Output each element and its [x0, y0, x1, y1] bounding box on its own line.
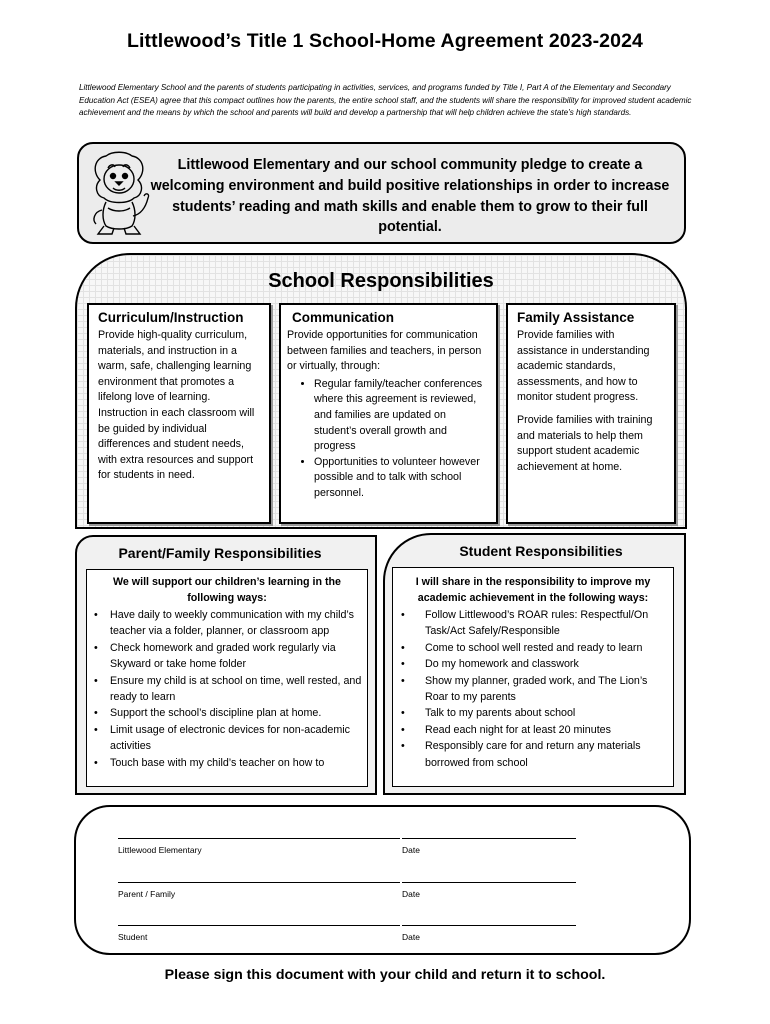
list-item: • Show my planner, graded work, and The Lion’s Roar to my parents — [393, 673, 669, 706]
signature-section — [74, 805, 691, 955]
list-item: • Talk to my parents about school — [393, 705, 669, 721]
curriculum-column — [87, 303, 271, 524]
communication-list — [287, 377, 488, 502]
list-item: • Support the school’s discipline plan at home. — [94, 705, 362, 721]
list-item: • Limit usage of electronic devices for non-academic activities — [94, 722, 362, 755]
family-assistance-text-1: Provide families with assistance in understanding academic standards, assessments, and how to monitor student progress. — [517, 329, 650, 404]
student-date-line[interactable] — [402, 925, 576, 926]
footer-instruction: Please sign this document with your child and return it to school. — [164, 967, 606, 983]
parent-subhead: We will support our children’s learning in the following ways: — [112, 576, 342, 604]
student-signature-line[interactable] — [118, 925, 400, 926]
communication-text: Provide opportunities for communication between families and teachers, in person or virtually, through: — [287, 329, 482, 373]
school-date-line[interactable] — [402, 838, 576, 839]
student-responsibilities-title: Student Responsibilities — [459, 543, 623, 559]
parent-date-line[interactable] — [402, 882, 576, 883]
parent-signature-label: Parent / Family — [118, 889, 176, 899]
parent-list — [94, 607, 362, 771]
list-item: • Have daily to weekly communication with my child’s teacher via a folder, planner, or classroom app — [94, 607, 362, 640]
school-signature-label: Littlewood Elementary — [118, 845, 202, 855]
student-signature-label: Student — [118, 932, 148, 942]
list-item: • Touch base with my child’s teacher on how to — [94, 755, 362, 771]
curriculum-text: Provide high-quality curriculum, materials, and instruction in a warm, safe, challenging learning environment that promotes a lifelong love of learning. Instruction in each classroom will be guided by individual differences and student needs, with extra resources and support for students in need. — [98, 329, 255, 482]
student-subhead: I will share in the responsibility to improve my academic achievement in the following ways: — [415, 576, 651, 604]
school-responsibilities-title: School Responsibilities — [268, 270, 494, 292]
date-label: Date — [402, 889, 420, 899]
family-assistance-text-2: Provide families with training and materials to help them support student academic achievement at home. — [517, 413, 653, 473]
pledge-text: Littlewood Elementary and our school community pledge to create a welcoming environment and build positive relationships in order to increase students’ reading and math skills and enable them to grow to their full potential. — [150, 157, 670, 236]
list-item: • Read each night for at least 20 minutes — [393, 722, 669, 738]
list-item: • Responsibly care for and return any materials borrowed from school — [393, 738, 669, 771]
list-item: • Regular family/teacher conferences where this agreement is reviewed, and families are updated on student’s overall growth and progress — [314, 377, 488, 455]
curriculum-heading: Curriculum/Instruction — [98, 310, 244, 325]
list-item: • Follow Littlewood’s ROAR rules: Respectful/On Task/Act Safely/Responsible — [393, 607, 669, 640]
student-list — [393, 607, 669, 771]
list-item: • Do my homework and classwork — [393, 656, 669, 672]
parent-signature-line[interactable] — [118, 882, 400, 883]
date-label: Date — [402, 845, 420, 855]
list-item: • Opportunities to volunteer however possible and to talk with school personnel. — [314, 455, 488, 502]
family-assistance-heading: Family Assistance — [517, 310, 635, 325]
communication-column — [279, 303, 498, 524]
list-item: • Come to school well rested and ready to learn — [393, 640, 669, 656]
family-assistance-column — [506, 303, 676, 524]
page-title: Littlewood’s Title 1 School-Home Agreement 2023-2024 — [127, 30, 643, 52]
school-signature-line[interactable] — [118, 838, 400, 839]
date-label: Date — [402, 932, 420, 942]
list-item: • Ensure my child is at school on time, well rested, and ready to learn — [94, 673, 362, 706]
intro-paragraph: Littlewood Elementary School and the parents of students participating in activities, services, and programs funded by Title I, Part A of the Elementary and Secondary Education Act (ESEA) agree that this compact outlines how the parents, the entire school staff, and the students will share the responsibility for improved student academic achievement and the means by which the school and parents will build and develop a partnership that will help children achieve the state’s high standards. — [79, 83, 692, 118]
parent-responsibilities-title: Parent/Family Responsibilities — [118, 545, 322, 561]
list-item: • Check homework and graded work regularly via Skyward or take home folder — [94, 640, 362, 673]
communication-heading: Communication — [292, 310, 395, 325]
